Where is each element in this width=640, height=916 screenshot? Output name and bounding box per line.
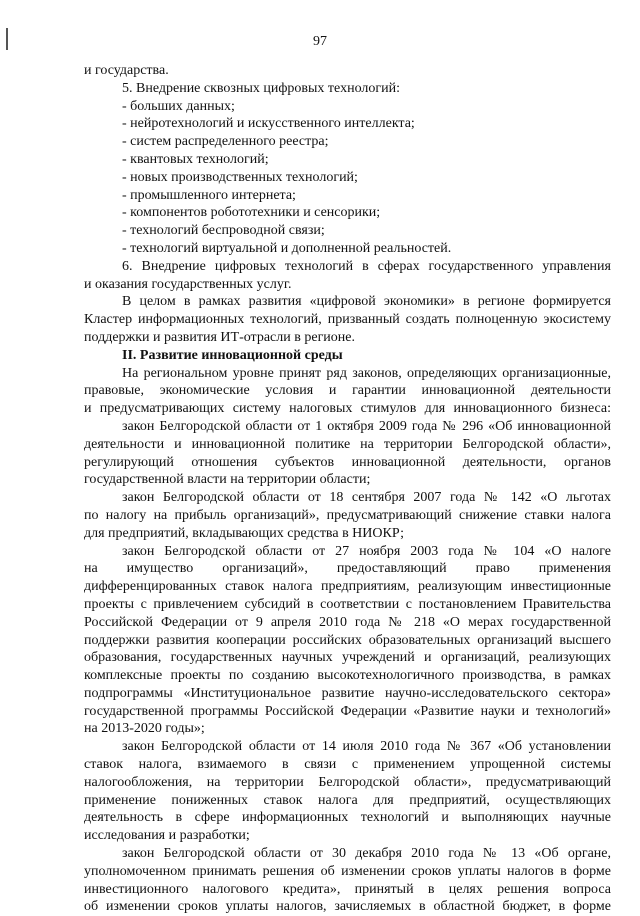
text-line: и предусматривающих систему налоговых стимулов для инновационного бизнеса:	[84, 401, 611, 417]
text-line: об изменении сроков уплаты налогов, зачисляемых в областной бюджет, в форме	[84, 899, 611, 915]
body-text	[84, 62, 611, 916]
section-heading: II. Развитие инновационной среды	[122, 347, 343, 363]
page-number: 97	[313, 34, 327, 49]
text-line: - технологий виртуальной и дополненной реальностей.	[122, 240, 452, 256]
text-line: - квантовых технологий;	[122, 151, 269, 167]
text-line: поддержки развития кооперации российских образовательных организаций высшего	[84, 632, 611, 648]
text-line: инвестиционного налогового кредита», принятый в целях решения вопроса	[84, 881, 611, 897]
text-line: закон Белгородской области от 27 ноября 2003 года № 104 «О налоге	[122, 543, 611, 559]
text-line: образования, государственных научных учреждений и организаций, реализующих	[84, 650, 611, 666]
text-line: по налогу на прибыль организаций», предусматривающий снижение ставки налога	[84, 507, 611, 523]
text-line: деятельности и инновационной политике на территории Белгородской области»,	[84, 436, 611, 452]
text-line: - систем распределенного реестра;	[122, 134, 329, 150]
text-line: регулирующий отношения субъектов инновационной деятельности, органов	[84, 454, 611, 470]
text-line: - промышленного интернета;	[122, 187, 296, 203]
text-line: - технологий беспроводной связи;	[122, 223, 325, 239]
text-line: ставок налога, взимаемого в связи с применением упрощенной системы	[84, 757, 611, 773]
text-line: Российской Федерации от 9 апреля 2010 года № 218 «О мерах государственной	[84, 614, 611, 630]
text-line: применение пониженных ставок налога для предприятий, осуществляющих	[84, 792, 611, 808]
text-line: уполномоченном принимать решения об изменении сроков уплаты налогов в форме	[84, 863, 611, 879]
text-line: и государства.	[84, 63, 169, 78]
text-line: 6. Внедрение цифровых технологий в сферах государственного управления	[122, 258, 611, 274]
text-line: деятельность в сфере информационных технологий и выполняющих научные	[84, 810, 611, 826]
text-line: На региональном уровне принят ряд законов, определяющих организационные,	[122, 365, 611, 381]
text-line: Кластер информационных технологий, призванный создать полноценную экосистему	[84, 312, 611, 328]
text-line: для предприятий, вкладывающих средства в НИОКР;	[84, 525, 405, 541]
text-line: подпрограммы «Институциональное развитие научно-исследовательского сектора»	[84, 685, 611, 701]
text-line: закон Белгородской области от 30 декабря 2010 года № 13 «Об органе,	[122, 846, 611, 862]
text-line: - больших данных;	[122, 98, 235, 114]
text-line: правовые, экономические условия и гарантии инновационной деятельности	[84, 383, 611, 399]
text-line: - компонентов робототехники и сенсорики;	[122, 205, 381, 221]
text-line: на 2013-2020 годы»;	[84, 721, 205, 737]
text-line: исследования и разработки;	[84, 828, 250, 844]
text-line: государственной программы Российской Федерации «Развитие науки и технологий»	[84, 703, 611, 719]
text-line: закон Белгородской области от 14 июля 2010 года № 367 «Об установлении	[122, 739, 611, 755]
text-line: 5. Внедрение сквозных цифровых технологий:	[122, 80, 400, 96]
text-line: государственной власти на территории области;	[84, 472, 371, 488]
text-line: проекты с привлечением субсидий в соответствии с постановлением Правительства	[84, 596, 611, 612]
text-line: дифференцированных ставок налога предприятиям, реализующим инвестиционные	[84, 579, 611, 595]
text-line: налогообложения, на территории Белгородской области», предусматривающий	[84, 774, 611, 790]
text-line: на имущество организаций», предоставляющий право применения	[84, 561, 611, 577]
text-line: и оказания государственных услуг.	[84, 276, 292, 292]
text-line: закон Белгородской области от 1 октября 2009 года № 296 «Об инновационной	[122, 418, 611, 434]
text-line: - нейротехнологий и искусственного интеллекта;	[122, 116, 415, 132]
text-line: В целом в рамках развития «цифровой экономики» в регионе формируется	[122, 294, 611, 310]
text-line: поддержки и развития ИТ-отрасли в регионе.	[84, 329, 356, 345]
text-line: комплексные проекты по созданию высокотехнологичного производства, в рамках	[84, 668, 611, 684]
text-line: закон Белгородской области от 18 сентября 2007 года № 142 «О льготах	[122, 490, 611, 506]
text-line: - новых производственных технологий;	[122, 169, 358, 185]
